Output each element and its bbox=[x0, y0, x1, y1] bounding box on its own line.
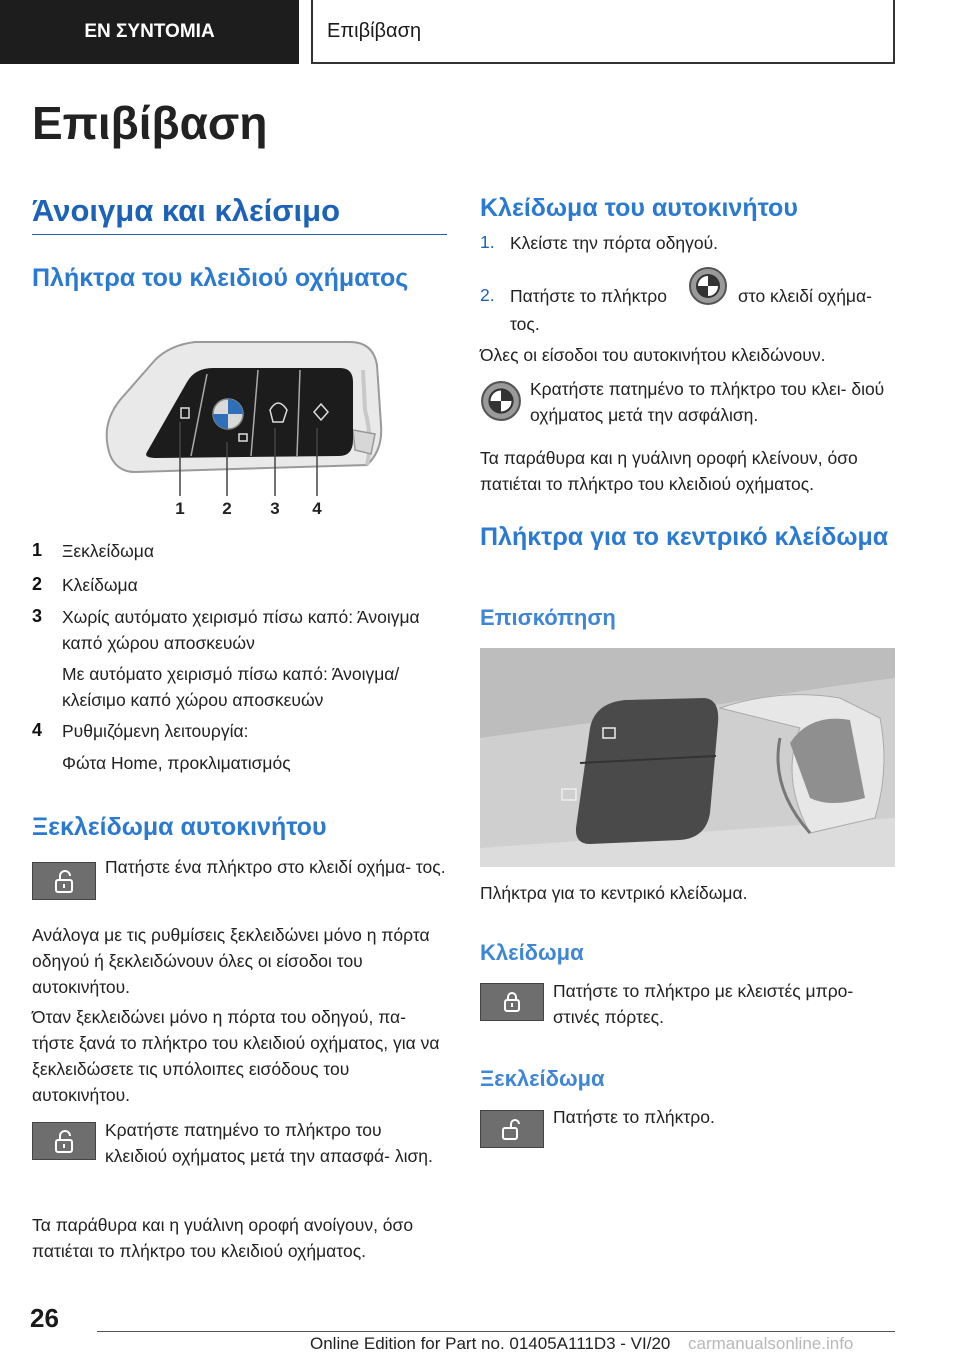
paragraph: Τα παράθυρα και η γυάλινη οροφή ανοίγουν, όσο πατιέται το πλήκτρο του κλειδιού οχήματος. bbox=[32, 1215, 414, 1261]
step-number: 2. bbox=[480, 285, 495, 305]
list-item: Ξεκλείδωμα bbox=[62, 541, 154, 561]
key-callout: 2 bbox=[222, 499, 232, 518]
paragraph: Κρατήστε πατημένο το πλήκτρο του κλει- διού οχήματος μετά την ασφάλιση. bbox=[530, 379, 885, 425]
step-text: τος. bbox=[510, 314, 540, 334]
unlock-icon bbox=[480, 1110, 544, 1148]
list-number: 3 bbox=[32, 606, 43, 626]
unlock-icon bbox=[32, 1122, 96, 1160]
bmw-button-icon bbox=[688, 266, 728, 306]
paragraph: Ανάλογα με τις ρυθμίσεις ξεκλειδώνει μόνο η πόρτα οδηγού ή ξεκλειδώνουν όλες οι είσοδοι του αυτοκινήτου. bbox=[32, 925, 430, 997]
heading-lock: Κλείδωμα bbox=[480, 940, 584, 965]
list-item: Ρυθμιζόμενη λειτουργία: bbox=[62, 721, 249, 741]
paragraph: Πατήστε το πλήκτρο με κλειστές μπρο- στινές πόρτες. bbox=[553, 981, 854, 1027]
central-lock-illustration bbox=[480, 648, 895, 867]
key-callout: 4 bbox=[312, 499, 322, 518]
footer-rule bbox=[97, 1331, 895, 1332]
list-item: Με αυτόματο χειρισμό πίσω καπό: Άνοιγμα/ κλείσιμο καπό χώρου αποσκευών bbox=[62, 664, 400, 710]
list-number: 4 bbox=[32, 720, 43, 740]
edition-note: Online Edition for Part no. 01405A111D3 - VI/20 bbox=[310, 1334, 671, 1353]
key-fob-illustration bbox=[95, 330, 395, 520]
list-item: Φώτα Home, προκλιματισμός bbox=[62, 753, 291, 773]
chapter-tab[interactable]: Επιβίβαση bbox=[311, 0, 895, 64]
heading-central-lock: Πλήκτρα για το κεντρικό κλείδωμα bbox=[480, 523, 889, 551]
step-text: στο κλειδί οχήμα- bbox=[738, 286, 872, 306]
page-title: Επιβίβαση bbox=[32, 97, 268, 149]
unlock-icon bbox=[32, 862, 96, 900]
caption: Πλήκτρα για το κεντρικό κλείδωμα. bbox=[480, 883, 748, 903]
step-text: Κλείστε την πόρτα οδηγού. bbox=[510, 233, 719, 253]
key-callout: 3 bbox=[270, 499, 280, 518]
heading-key-buttons: Πλήκτρα του κλειδιού οχήματος bbox=[32, 264, 409, 292]
watermark: carmanualsonline.info bbox=[688, 1334, 854, 1353]
list-number: 1 bbox=[32, 540, 43, 560]
page-number: 26 bbox=[30, 1303, 59, 1333]
list-number: 2 bbox=[32, 574, 43, 594]
step-text: Πατήστε το πλήκτρο bbox=[510, 286, 667, 306]
heading-overview: Επισκόπηση bbox=[480, 605, 616, 630]
heading-unlock: Ξεκλείδωμα bbox=[480, 1066, 605, 1091]
heading-unlock-vehicle: Ξεκλείδωμα αυτοκινήτου bbox=[32, 813, 327, 841]
list-item: Χωρίς αυτόματο χειρισμό πίσω καπό: Άνοιγμα καπό χώρου αποσκευών bbox=[62, 607, 420, 653]
heading-lock-vehicle: Κλείδωμα του αυτοκινήτου bbox=[480, 194, 798, 222]
paragraph: Κρατήστε πατημένο το πλήκτρο του κλειδιού οχήματος μετά την απασφά- λιση. bbox=[105, 1120, 433, 1166]
paragraph: Όλες οι είσοδοι του αυτοκινήτου κλειδώνουν. bbox=[480, 345, 826, 365]
key-callout: 1 bbox=[175, 499, 185, 518]
paragraph: Πατήστε το πλήκτρο. bbox=[553, 1107, 715, 1127]
heading-open-close: Άνοιγμα και κλείσιμο bbox=[32, 193, 341, 228]
section-tab[interactable]: ΕΝ ΣΥΝΤΟΜΙΑ bbox=[0, 0, 299, 64]
list-item: Κλείδωμα bbox=[62, 575, 138, 595]
heading-rule bbox=[32, 234, 447, 235]
lock-icon bbox=[480, 983, 544, 1021]
bmw-button-icon bbox=[480, 380, 522, 422]
paragraph: Όταν ξεκλειδώνει μόνο η πόρτα του οδηγού, πα- τήστε ξανά το πλήκτρο του κλειδιού οχήματος, για να ξεκλειδώσετε τις υπόλοιπες εισόδους του αυτοκινήτου. bbox=[32, 1007, 440, 1105]
step-number: 1. bbox=[480, 232, 495, 252]
paragraph: Πατήστε ένα πλήκτρο στο κλειδί οχήμα- τος. bbox=[105, 857, 446, 877]
paragraph: Τα παράθυρα και η γυάλινη οροφή κλείνουν, όσο πατιέται το πλήκτρο του κλειδιού οχήματος. bbox=[480, 448, 858, 494]
